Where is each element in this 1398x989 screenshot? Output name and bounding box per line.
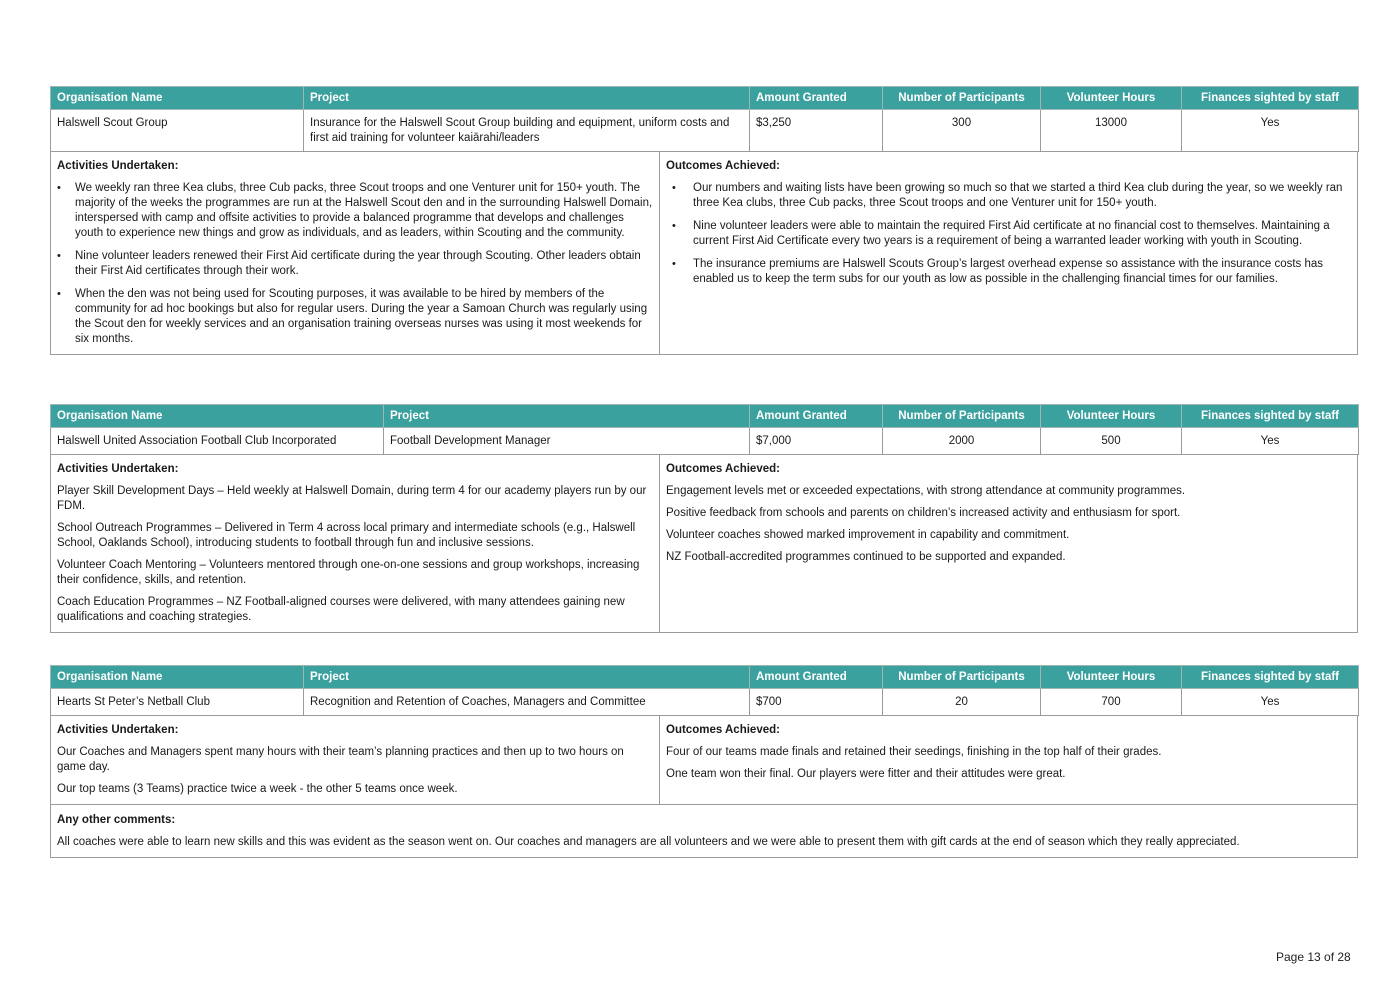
cell-organisation: Halswell Scout Group xyxy=(51,110,304,152)
cell-participants: 300 xyxy=(883,110,1041,152)
header-finances-sighted: Finances sighted by staff xyxy=(1182,405,1359,428)
outcomes-title: Outcomes Achieved: xyxy=(666,463,780,475)
activities-outcomes-section xyxy=(50,455,1358,633)
header-organisation-name: Organisation Name xyxy=(51,87,304,110)
activities-outcomes-section xyxy=(50,152,1358,355)
cell-project: Football Development Manager xyxy=(384,428,750,455)
activity-paragraph: Player Skill Development Days – Held weekly at Halswell Domain, during term 4 for our academy players run by our FDM. xyxy=(57,485,647,512)
activities-column xyxy=(51,716,660,804)
outcome-paragraph: NZ Football-accredited programmes continued to be supported and expanded. xyxy=(666,551,1066,563)
header-amount-granted: Amount Granted xyxy=(750,87,883,110)
comments-text: All coaches were able to learn new skills and this was evident as the season went on. Our coaches and managers are all volunteers and we were able to present them with gift cards at the end of season which they really appreciated. xyxy=(57,836,1240,848)
outcomes-column xyxy=(660,152,1357,354)
grant-table xyxy=(50,665,1359,716)
outcomes-column xyxy=(660,716,1357,804)
grant-block-halswell-united-afc xyxy=(50,404,1358,633)
header-organisation-name: Organisation Name xyxy=(51,405,384,428)
list-item: • The insurance premiums are Halswell Scouts Group’s largest overhead expense so assistance with the insurance costs has enabled us to keep the term subs for our youth as low as possible in the challenging financial times for our families. xyxy=(666,257,1351,287)
other-comments-section xyxy=(50,805,1358,858)
cell-amount: $7,000 xyxy=(750,428,883,455)
grant-block-halswell-scout-group xyxy=(50,86,1358,355)
cell-project: Insurance for the Halswell Scout Group building and equipment, uniform costs and first aid training for volunteer kaiārahi/leaders xyxy=(304,110,750,152)
list-item: • We weekly ran three Kea clubs, three Cub packs, three Scout troops and one Venturer unit for 150+ youth. The majority of the weeks the programmes are run at the Halswell Scout den and in the surrounding Halswell Domain, interspersed with camp and offsite activities to provide a balanced programme that develops and challenges youth to experience new things and grow as individuals, and as leaders, within Scouting and the community. xyxy=(57,181,653,241)
header-volunteer-hours: Volunteer Hours xyxy=(1041,666,1182,689)
activity-paragraph: Coach Education Programmes – NZ Football-aligned courses were delivered, with many attendees gaining new qualifications and coaching strategies. xyxy=(57,596,625,623)
outcome-paragraph: Volunteer coaches showed marked improvement in capability and commitment. xyxy=(666,529,1070,541)
list-item: • When the den was not being used for Scouting purposes, it was available to be hired by members of the community for ad hoc bookings but also for regular users. During the year a Samoan Church was regularly using the Scout den for weekly services and an organisation training overseas nurses was using it most weekends for six months. xyxy=(57,287,653,347)
outcome-paragraph: Four of our teams made finals and retained their seedings, finishing in the top half of their grades. xyxy=(666,746,1162,758)
grant-table xyxy=(50,86,1359,152)
activity-paragraph: Our top teams (3 Teams) practice twice a week - the other 5 teams once week. xyxy=(57,783,458,795)
activity-paragraph: Volunteer Coach Mentoring – Volunteers mentored through one-on-one sessions and group workshops, increasing their confidence, skills, and retention. xyxy=(57,559,640,586)
table-row xyxy=(51,110,1359,152)
header-amount-granted: Amount Granted xyxy=(750,666,883,689)
outcomes-list xyxy=(666,181,1351,287)
outcome-paragraph: Positive feedback from schools and parents on children’s increased activity and enthusiasm for sport. xyxy=(666,507,1181,519)
cell-amount: $3,250 xyxy=(750,110,883,152)
header-volunteer-hours: Volunteer Hours xyxy=(1041,87,1182,110)
cell-participants: 2000 xyxy=(883,428,1041,455)
header-row xyxy=(51,405,1359,428)
table-row xyxy=(51,428,1359,455)
comments-title: Any other comments: xyxy=(57,814,176,826)
grant-table xyxy=(50,404,1359,455)
outcome-paragraph: Engagement levels met or exceeded expectations, with strong attendance at community programmes. xyxy=(666,485,1186,497)
header-organisation-name: Organisation Name xyxy=(51,666,304,689)
cell-organisation: Halswell United Association Football Club Incorporated xyxy=(51,428,384,455)
header-volunteer-hours: Volunteer Hours xyxy=(1041,405,1182,428)
activities-title: Activities Undertaken: xyxy=(57,463,179,475)
outcome-paragraph: One team won their final. Our players were fitter and their attitudes were great. xyxy=(666,768,1066,780)
activities-title: Activities Undertaken: xyxy=(57,724,179,736)
activities-column xyxy=(51,455,660,632)
table-row xyxy=(51,689,1359,716)
cell-hours: 700 xyxy=(1041,689,1182,716)
activities-title: Activities Undertaken: xyxy=(57,160,179,172)
header-row xyxy=(51,666,1359,689)
activities-outcomes-section xyxy=(50,716,1358,805)
activities-column xyxy=(51,152,660,354)
page-number: Page 13 of 28 xyxy=(1276,950,1351,964)
cell-hours: 13000 xyxy=(1041,110,1182,152)
activity-paragraph: School Outreach Programmes – Delivered in Term 4 across local primary and intermediate schools (e.g., Halswell School, Oaklands School), introducing students to football through fun and inclusive sessions. xyxy=(57,522,636,549)
activities-list xyxy=(57,181,653,347)
cell-finances: Yes xyxy=(1182,110,1359,152)
list-item: • Nine volunteer leaders were able to maintain the required First Aid certificate at no financial cost to themselves. Maintaining a current First Aid Certificate every two years is a requirement of being a warranted leader working with youth in Scouting. xyxy=(666,219,1351,249)
header-finances-sighted: Finances sighted by staff xyxy=(1182,87,1359,110)
list-item: • Nine volunteer leaders renewed their First Aid certificate during the year through Scouting. Other leaders obtain their First Aid certificates through their work. xyxy=(57,249,653,279)
header-project: Project xyxy=(384,405,750,428)
header-finances-sighted: Finances sighted by staff xyxy=(1182,666,1359,689)
header-project: Project xyxy=(304,87,750,110)
header-participants: Number of Participants xyxy=(883,405,1041,428)
cell-finances: Yes xyxy=(1182,689,1359,716)
outcomes-title: Outcomes Achieved: xyxy=(666,160,780,172)
header-project: Project xyxy=(304,666,750,689)
list-item: • Our numbers and waiting lists have been growing so much so that we started a third Kea club during the year, so we weekly ran three Kea clubs, three Cub packs, three Scout troops and one Venturer unit for 150+ youth. xyxy=(666,181,1351,211)
header-row xyxy=(51,87,1359,110)
cell-amount: $700 xyxy=(750,689,883,716)
cell-project: Recognition and Retention of Coaches, Managers and Committee xyxy=(304,689,750,716)
cell-finances: Yes xyxy=(1182,428,1359,455)
header-amount-granted: Amount Granted xyxy=(750,405,883,428)
header-participants: Number of Participants xyxy=(883,666,1041,689)
outcomes-column xyxy=(660,455,1357,632)
cell-participants: 20 xyxy=(883,689,1041,716)
outcomes-title: Outcomes Achieved: xyxy=(666,724,780,736)
activity-paragraph: Our Coaches and Managers spent many hours with their team’s planning practices and then up to two hours on game day. xyxy=(57,746,624,773)
grant-block-hearts-st-peters-netball xyxy=(50,665,1358,858)
header-participants: Number of Participants xyxy=(883,87,1041,110)
cell-hours: 500 xyxy=(1041,428,1182,455)
cell-organisation: Hearts St Peter’s Netball Club xyxy=(51,689,304,716)
